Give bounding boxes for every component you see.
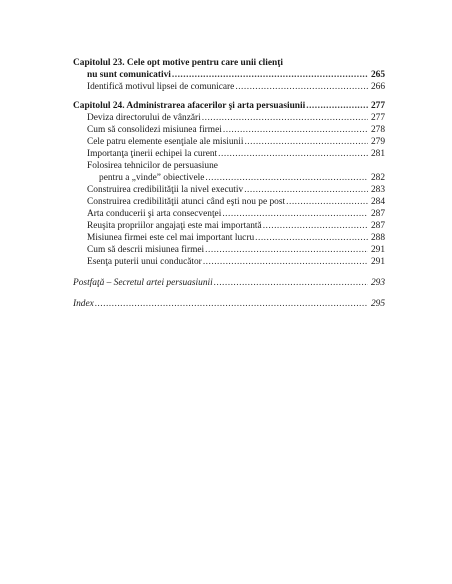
- dot-leader: [95, 298, 368, 310]
- dot-leader: [205, 172, 368, 184]
- table-of-contents: [73, 57, 385, 310]
- toc-entry-page: 291: [370, 245, 385, 255]
- toc-entry-page: 287: [370, 209, 385, 219]
- toc-entry: [73, 136, 385, 148]
- toc-entry-title: Cele patru elemente esenţiale ale misiunii: [87, 137, 244, 147]
- chapter-24-title-entry: [73, 100, 385, 112]
- toc-entry-page: 288: [370, 233, 385, 243]
- toc-entry: [73, 81, 385, 93]
- dot-leader: [286, 196, 368, 208]
- toc-entry-title: Construirea credibilităţii la nivel executiv: [87, 185, 244, 195]
- chapter-23-title-line2: nu sunt comunicativi: [87, 70, 171, 80]
- toc-entry: [73, 196, 385, 208]
- dot-leader: [203, 256, 368, 268]
- toc-entry-page: 282: [370, 173, 385, 183]
- postfata-title: Postfaţă – Secretul artei persuasiunii: [73, 278, 213, 288]
- toc-entry: [73, 124, 385, 136]
- toc-entry-title: Importanţa ţinerii echipei la curent: [87, 149, 218, 159]
- chapter-23-title-line2-entry: [73, 69, 385, 81]
- toc-entry-title: Identifică motivul lipsei de comunicare: [87, 82, 235, 92]
- toc-entry-multiline-line2: pentru a „vinde” obiectivele: [99, 173, 205, 183]
- toc-entry-title: Misiunea firmei este cel mai important lucru: [87, 233, 255, 243]
- dot-leader: [223, 124, 368, 136]
- index-page: 295: [370, 299, 385, 309]
- dot-leader: [244, 136, 368, 148]
- dot-leader: [214, 277, 368, 289]
- dot-leader: [244, 184, 368, 196]
- chapter-24-page: 277: [370, 101, 385, 111]
- toc-entry-page: 278: [370, 125, 385, 135]
- toc-entry: [73, 256, 385, 268]
- toc-entry: [73, 184, 385, 196]
- dot-leader: [255, 232, 368, 244]
- toc-entry-page: 279: [370, 137, 385, 147]
- dot-leader: [222, 208, 368, 220]
- toc-entry: [73, 244, 385, 256]
- postfata-page: 293: [370, 278, 385, 288]
- dot-leader: [172, 69, 368, 81]
- postfata-entry: [73, 277, 385, 289]
- chapter-24-title: Capitolul 24. Administrarea afacerilor şi arta persuasiunii: [73, 101, 306, 111]
- toc-entry-title: Arta conducerii şi arta consecvenţei: [87, 209, 222, 219]
- toc-entry-page: 277: [370, 113, 385, 123]
- chapter-23: [73, 57, 385, 93]
- toc-entry-title: Deviza directorului de vânzări: [87, 113, 201, 123]
- chapter-24: [73, 100, 385, 268]
- dot-leader: [205, 244, 368, 256]
- toc-entry-page: 284: [370, 197, 385, 207]
- index-entry: [73, 298, 385, 310]
- toc-entry-page: 287: [370, 221, 385, 231]
- toc-entry: [73, 148, 385, 160]
- toc-entry: [73, 220, 385, 232]
- toc-entry-multiline-line1: Folosirea tehnicilor de persuasiune: [87, 161, 218, 171]
- toc-entry-title: Construirea credibilităţii atunci când eşti nou pe post: [87, 197, 286, 207]
- toc-entry: [73, 112, 385, 124]
- toc-entry-multiline: [73, 172, 385, 184]
- toc-entry: [73, 232, 385, 244]
- chapter-23-title-line1: Capitolul 23. Cele opt motive pentru care unii clienţi: [73, 58, 283, 68]
- toc-entry-page: 281: [370, 149, 385, 159]
- chapter-23-page: 265: [370, 70, 385, 80]
- dot-leader: [202, 112, 368, 124]
- dot-leader: [218, 148, 368, 160]
- toc-entry-title: Reuşita propriilor angajaţi este mai importantă: [87, 221, 262, 231]
- toc-entry-title: Cum să consolidezi misiunea firmei: [87, 125, 222, 135]
- toc-entry-page: 266: [370, 82, 385, 92]
- toc-entry-page: 291: [370, 257, 385, 267]
- toc-entry-title: Esenţa puterii unui conducător: [87, 257, 202, 267]
- toc-entry-title: Cum să descrii misiunea firmei: [87, 245, 205, 255]
- toc-entry: [73, 208, 385, 220]
- dot-leader: [306, 100, 368, 112]
- index-title: Index: [73, 299, 94, 309]
- toc-entry-page: 283: [370, 185, 385, 195]
- dot-leader: [263, 220, 368, 232]
- dot-leader: [235, 81, 368, 93]
